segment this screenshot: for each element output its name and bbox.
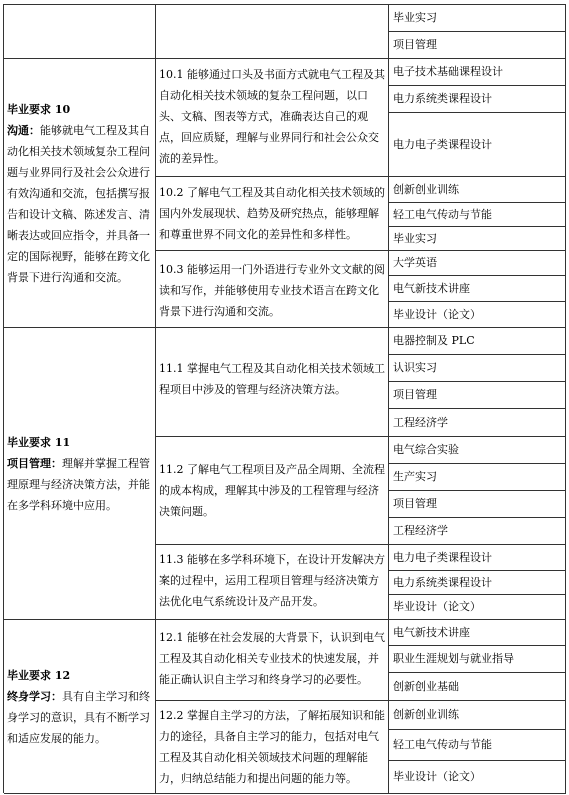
indicator-cell: 12.1 能够在社会发展的大背景下，认识到电气工程及其自动化相关专业技术的快速发展，并能正确认识自主学习和终身学习的必要性。 bbox=[156, 620, 389, 701]
indicator-cell: 11.3 能够在多学科环境下，在设计开发解决方案的过程中，运用工程项目管理与经济决策方法优化电气系统设计及产品开发。 bbox=[156, 545, 389, 620]
course-cell: 生产实习 bbox=[389, 464, 566, 491]
indicator-cell: 11.1 掌握电气工程及其自动化相关技术领域工程项目中涉及的管理与经济决策方法。 bbox=[156, 328, 389, 437]
course-cell: 大学英语 bbox=[389, 251, 566, 276]
course-cell: 电器控制及 PLC bbox=[389, 328, 566, 355]
requirement-cell bbox=[4, 5, 156, 59]
course-cell: 轻工电气传动与节能 bbox=[389, 730, 566, 761]
course-cell: 工程经济学 bbox=[389, 518, 566, 545]
requirement-cell bbox=[4, 620, 156, 794]
requirement-text bbox=[7, 99, 152, 288]
requirement-cell bbox=[4, 328, 156, 620]
course-cell: 轻工电气传动与节能 bbox=[389, 203, 566, 227]
course-cell: 电气综合实验 bbox=[389, 437, 566, 464]
course-cell: 项目管理 bbox=[389, 32, 566, 59]
requirement-heading: 项目管理： bbox=[7, 456, 62, 470]
course-cell: 毕业设计（论文） bbox=[389, 761, 566, 794]
course-cell: 电气新技术讲座 bbox=[389, 620, 566, 646]
indicator-cell: 12.2 掌握自主学习的方法，了解拓展知识和能力的途径，具备自主学习的能力，包括对电气工程及其自动化相关领域技术问题的理解能力，归纳总结能力和提出问题的能力等。 bbox=[156, 701, 389, 794]
indicator-cell: 10.2 了解电气工程及其自动化相关技术领域的国内外发展现状、趋势及研究热点，能够理解和尊重世界不同文化的差异性和多样性。 bbox=[156, 177, 389, 251]
indicator-cell: 10.1 能够通过口头及书面方式就电气工程及其自动化相关技术领域的复杂工程问题，以口头、文稿、图表等方式，准确表达自己的观点，回应质疑，理解与业界同行和社会公众交流的差异性。 bbox=[156, 59, 389, 177]
course-cell: 毕业实习 bbox=[389, 5, 566, 32]
requirements-table bbox=[3, 4, 566, 793]
course-cell: 电子技术基础课程设计 bbox=[389, 59, 566, 86]
requirement-heading: 终身学习： bbox=[7, 689, 62, 703]
requirement-cell bbox=[4, 59, 156, 328]
course-cell: 电气新技术讲座 bbox=[389, 276, 566, 302]
course-cell: 项目管理 bbox=[389, 491, 566, 518]
course-cell: 毕业实习 bbox=[389, 227, 566, 251]
course-cell: 创新创业训练 bbox=[389, 701, 566, 730]
course-cell: 工程经济学 bbox=[389, 409, 566, 437]
indicator-cell bbox=[156, 5, 389, 59]
requirement-title: 毕业要求 12 bbox=[7, 668, 71, 682]
indicator-cell: 10.3 能够运用一门外语进行专业外文文献的阅读和写作，并能够使用专业技术语言在跨文化背景下进行沟通和交流。 bbox=[156, 251, 389, 328]
course-cell: 认识实习 bbox=[389, 355, 566, 382]
course-cell: 毕业设计（论文） bbox=[389, 302, 566, 328]
course-cell: 创新创业训练 bbox=[389, 177, 566, 203]
requirement-description: 具有自主学习和终身学习的意识，具有不断学习和适应发展的能力。 bbox=[7, 689, 150, 745]
course-cell: 毕业设计（论文） bbox=[389, 595, 566, 620]
course-cell: 项目管理 bbox=[389, 382, 566, 409]
course-cell: 创新创业基础 bbox=[389, 673, 566, 701]
course-cell: 电力电子类课程设计 bbox=[389, 545, 566, 571]
requirement-title: 毕业要求 11 bbox=[7, 435, 71, 449]
requirement-heading: 沟通： bbox=[7, 123, 40, 137]
requirement-text bbox=[7, 432, 152, 516]
requirement-description: 能够就电气工程及其自动化相关技术领域复杂工程问题与业界同行及社会公众进行有效沟通和交流，包括撰写报告和设计文稿、陈述发言、清晰表达或回应指令，并具备一定的国际视野，能够在跨文化背景下进行沟通和交流。 bbox=[7, 123, 150, 284]
course-cell: 电力系统类课程设计 bbox=[389, 86, 566, 113]
course-cell: 职业生涯规划与就业指导 bbox=[389, 646, 566, 673]
requirement-title: 毕业要求 10 bbox=[7, 102, 71, 116]
requirement-description: 理解并掌握工程管理原理与经济决策方法，并能在多学科环境中应用。 bbox=[7, 456, 150, 512]
requirement-text bbox=[7, 665, 152, 749]
course-cell: 电力系统类课程设计 bbox=[389, 571, 566, 595]
indicator-cell: 11.2 了解电气工程项目及产品全周期、全流程的成本构成，理解其中涉及的工程管理与经济决策问题。 bbox=[156, 437, 389, 545]
course-cell: 电力电子类课程设计 bbox=[389, 113, 566, 177]
